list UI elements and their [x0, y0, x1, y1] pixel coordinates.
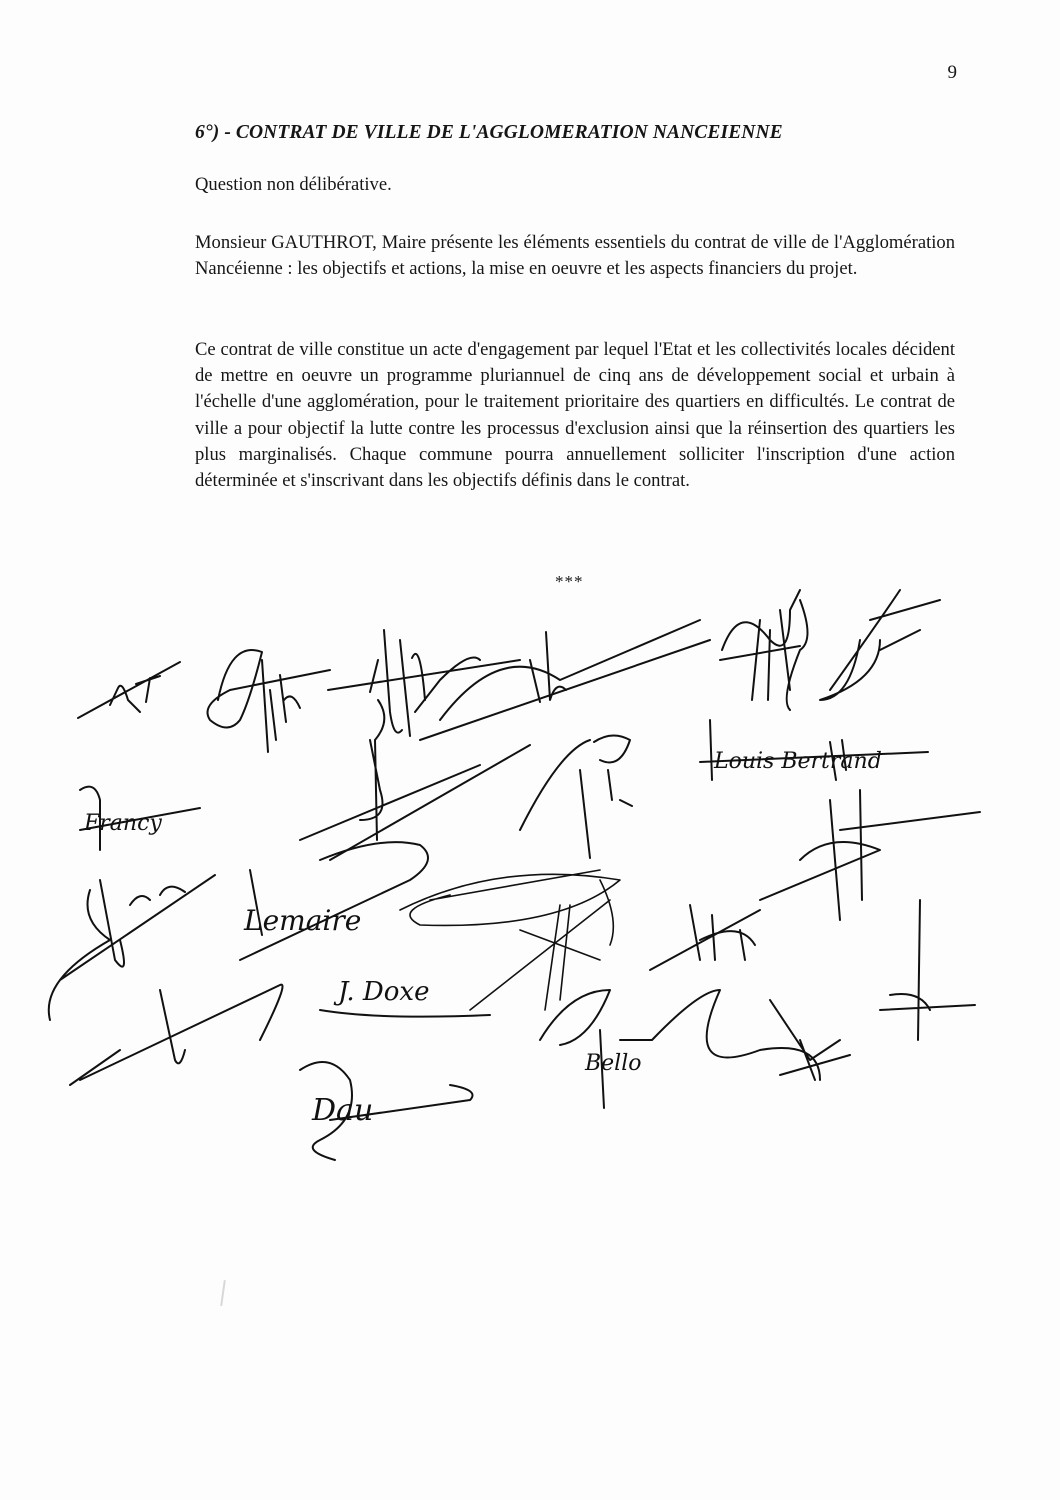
signature-louis-bertrand	[700, 720, 928, 780]
signature	[420, 620, 710, 740]
signature	[650, 905, 760, 970]
signature	[70, 985, 283, 1085]
signature	[328, 630, 520, 736]
page-number: 9	[947, 62, 957, 83]
signature	[300, 700, 530, 860]
section-heading: 6°) - CONTRAT DE VILLE DE L'AGGLOMERATION NANCEIENNE	[195, 122, 783, 143]
signature-text: Lemaire	[244, 904, 362, 937]
signature	[770, 1000, 850, 1080]
signature-text: Louis Bertrand	[714, 749, 882, 774]
signature-text: Bello	[585, 1051, 642, 1076]
paragraph-contract-description: Ce contrat de ville constitue un acte d'engagement par lequel l'Etat et les collectivités locales décident de mettre en oeuvre un programme pluriannuel de cinq ans de développement social et urbain à l'échelle d'une agglomération, pour le traitement prioritaire des quartiers en difficultés. Le contrat de ville a pour objectif la lutte contre les processus d'exclusion ainsi que la réinsertion des quartiers les plus marginalisés. Chaque commune pourra annuellement solliciter l'inscription d'une action déterminée et s'inscrivant dans les objectifs définis dans le contrat.	[195, 339, 955, 492]
signature-text: Dau	[312, 1093, 374, 1128]
signature	[820, 590, 940, 700]
signature	[49, 875, 215, 1020]
signature	[720, 590, 808, 710]
signature-text: Francy	[84, 811, 162, 836]
signature	[208, 650, 331, 752]
signature	[880, 900, 975, 1040]
signature-bello	[540, 990, 820, 1108]
signature	[760, 790, 980, 920]
page-mark	[220, 1280, 226, 1306]
signature	[78, 662, 180, 718]
paragraph-presentation: Monsieur GAUTHROT, Maire présente les éléments essentiels du contrat de ville de l'Agglomération Nancéienne : les objectifs et actions, la mise en oeuvre et les aspects financiers du projet.	[195, 232, 955, 280]
signature-francy	[80, 787, 200, 850]
signatures-block	[0, 570, 1060, 1190]
paragraph-status: Question non délibérative.	[195, 174, 392, 195]
signature-lemaire	[240, 842, 428, 960]
signature-j-doxe	[320, 977, 490, 1017]
signature-dau	[300, 1062, 473, 1160]
signature	[400, 870, 620, 1010]
section-separator: ***	[555, 572, 584, 591]
signature-text: J. Doxe	[338, 977, 430, 1007]
signature	[520, 735, 632, 858]
